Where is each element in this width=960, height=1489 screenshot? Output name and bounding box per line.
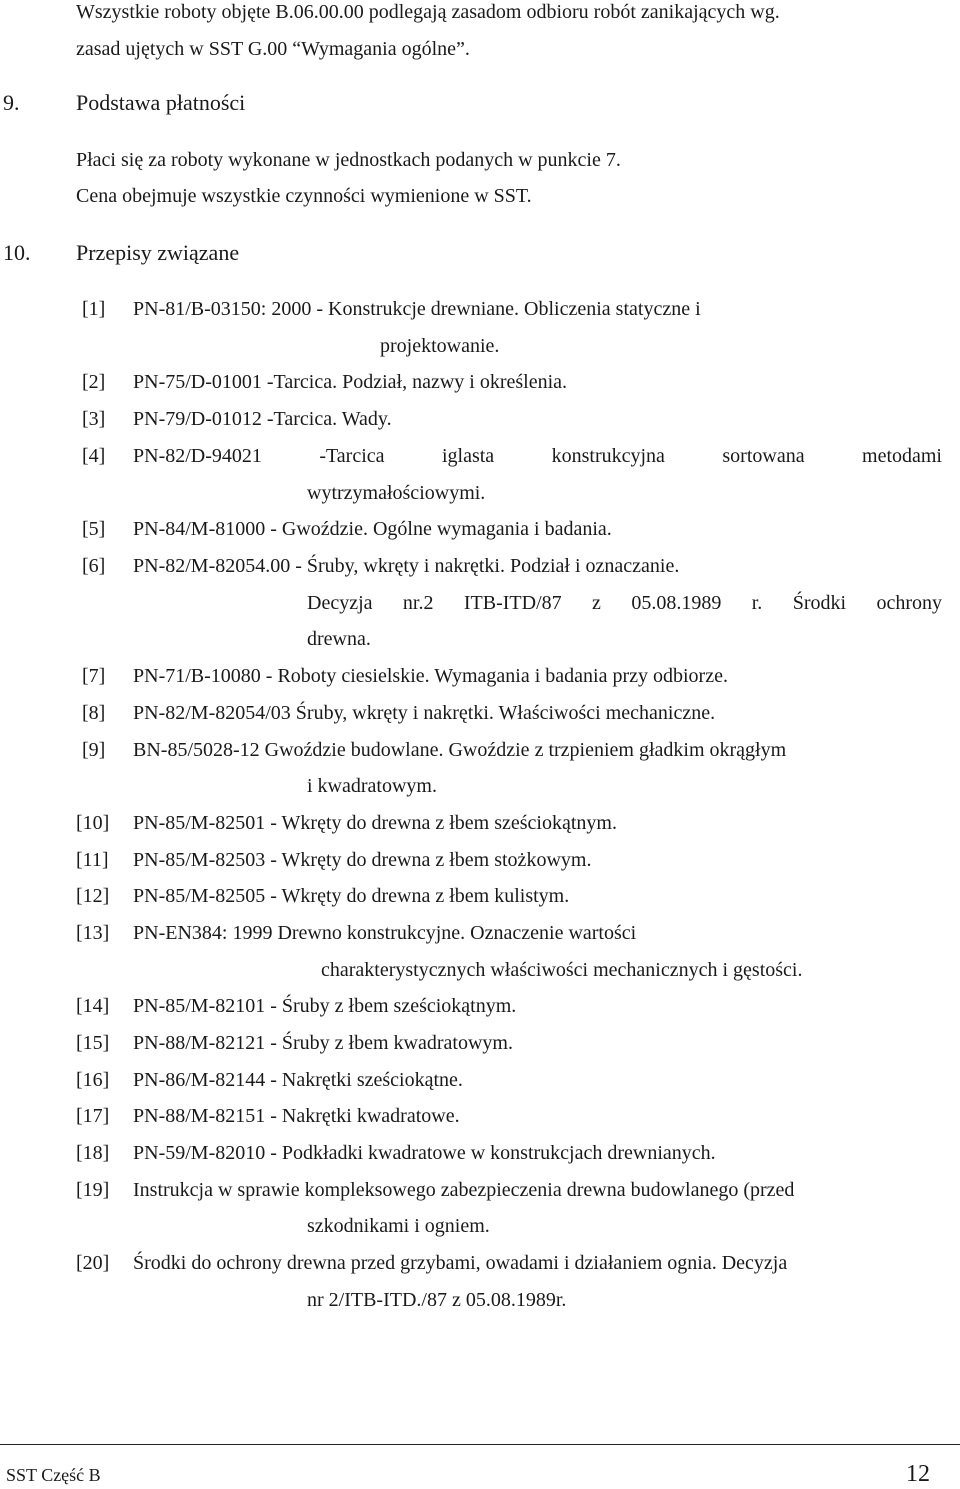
ref-16-num: [16]: [76, 1069, 110, 1091]
section-10-number: 10.: [3, 240, 31, 265]
ref-10-num: [10]: [76, 812, 110, 834]
ref-16-text: PN-86/M-82144 - Nakrętki sześciokątne.: [133, 1069, 463, 1091]
ref-1-text: PN-81/B-03150: 2000 - Konstrukcje drewniane. Obliczenia statyczne i: [133, 298, 701, 320]
ref-20-num: [20]: [76, 1252, 110, 1274]
ref-19-num: [19]: [76, 1179, 110, 1201]
ref-6-cont2: drewna.: [307, 628, 371, 650]
ref-15-num: [15]: [76, 1032, 110, 1054]
section-9-number: 9.: [3, 90, 20, 115]
ref-19-cont: szkodnikami i ogniem.: [307, 1215, 490, 1237]
ref-4-cont: wytrzymałościowymi.: [307, 482, 486, 504]
ref-11-num: [11]: [76, 849, 109, 871]
ref-20-text: Środki do ochrony drewna przed grzybami, owadami i działaniem ognia. Decyzja: [133, 1252, 788, 1274]
page-number: 12: [906, 1461, 930, 1487]
section-9-line-1: Płaci się za roboty wykonane w jednostkach podanych w punkcie 7.: [76, 149, 621, 171]
footer-divider: [0, 1444, 960, 1445]
section-9-line-2: Cena obejmuje wszystkie czynności wymienione w SST.: [76, 185, 532, 207]
ref-8-num: [8]: [82, 702, 106, 724]
intro-line-1: Wszystkie roboty objęte B.06.00.00 podlegają zasadom odbioru robót zanikających wg.: [76, 1, 780, 23]
ref-15-text: PN-88/M-82121 - Śruby z łbem kwadratowym.: [133, 1032, 513, 1054]
ref-17-text: PN-88/M-82151 - Nakrętki kwadratowe.: [133, 1105, 460, 1127]
ref-12-num: [12]: [76, 885, 110, 907]
ref-4-num: [4]: [82, 445, 106, 467]
ref-13-text: PN-EN384: 1999 Drewno konstrukcyjne. Oznaczenie wartości: [133, 922, 637, 944]
ref-19-text: Instrukcja w sprawie kompleksowego zabezpieczenia drewna budowlanego (przed: [133, 1179, 795, 1201]
ref-11-text: PN-85/M-82503 - Wkręty do drewna z łbem stożkowym.: [133, 849, 592, 871]
ref-3-num: [3]: [82, 408, 106, 430]
ref-17-num: [17]: [76, 1105, 110, 1127]
ref-18-num: [18]: [76, 1142, 110, 1164]
intro-line-2: zasad ujętych w SST G.00 “Wymagania ogólne”.: [76, 38, 470, 60]
ref-7-text: PN-71/B-10080 - Roboty ciesielskie. Wymagania i badania przy odbiorze.: [133, 665, 728, 687]
ref-20-cont: nr 2/ITB-ITD./87 z 05.08.1989r.: [307, 1289, 567, 1311]
ref-14-text: PN-85/M-82101 - Śruby z łbem sześciokątnym.: [133, 995, 517, 1017]
ref-10-text: PN-85/M-82501 - Wkręty do drewna z łbem sześciokątnym.: [133, 812, 617, 834]
section-9-title: Podstawa płatności: [76, 90, 246, 115]
ref-4-text: PN-82/D-94021 -Tarcica iglasta konstrukcyjna sortowana metodami: [133, 445, 942, 467]
section-10-title: Przepisy związane: [76, 240, 240, 265]
ref-7-num: [7]: [82, 665, 106, 687]
ref-8-text: PN-82/M-82054/03 Śruby, wkręty i nakrętki. Właściwości mechaniczne.: [133, 702, 716, 724]
ref-13-num: [13]: [76, 922, 110, 944]
ref-5-num: [5]: [82, 518, 106, 540]
ref-6-num: [6]: [82, 555, 106, 577]
ref-2-text: PN-75/D-01001 -Tarcica. Podział, nazwy i określenia.: [133, 371, 568, 393]
ref-6-cont: Decyzja nr.2 ITB-ITD/87 z 05.08.1989 r. Środki ochrony: [307, 592, 942, 614]
ref-13-cont: charakterystycznych właściwości mechanicznych i gęstości.: [321, 959, 803, 981]
ref-3-text: PN-79/D-01012 -Tarcica. Wady.: [133, 408, 392, 430]
ref-9-text: BN-85/5028-12 Gwoździe budowlane. Gwoździe z trzpieniem gładkim okrągłym: [133, 739, 787, 761]
ref-6-text: PN-82/M-82054.00 - Śruby, wkręty i nakrętki. Podział i oznaczanie.: [133, 555, 680, 577]
ref-1-num: [1]: [82, 298, 106, 320]
ref-5-text: PN-84/M-81000 - Gwoździe. Ogólne wymagania i badania.: [133, 518, 612, 540]
ref-2-num: [2]: [82, 371, 106, 393]
footer-document-label: SST Część B: [6, 1465, 101, 1485]
ref-14-num: [14]: [76, 995, 110, 1017]
ref-12-text: PN-85/M-82505 - Wkręty do drewna z łbem kulistym.: [133, 885, 570, 907]
ref-1-cont: projektowanie.: [380, 335, 500, 357]
ref-9-num: [9]: [82, 739, 106, 761]
ref-9-cont: i kwadratowym.: [307, 775, 437, 797]
ref-18-text: PN-59/M-82010 - Podkładki kwadratowe w konstrukcjach drewnianych.: [133, 1142, 716, 1164]
